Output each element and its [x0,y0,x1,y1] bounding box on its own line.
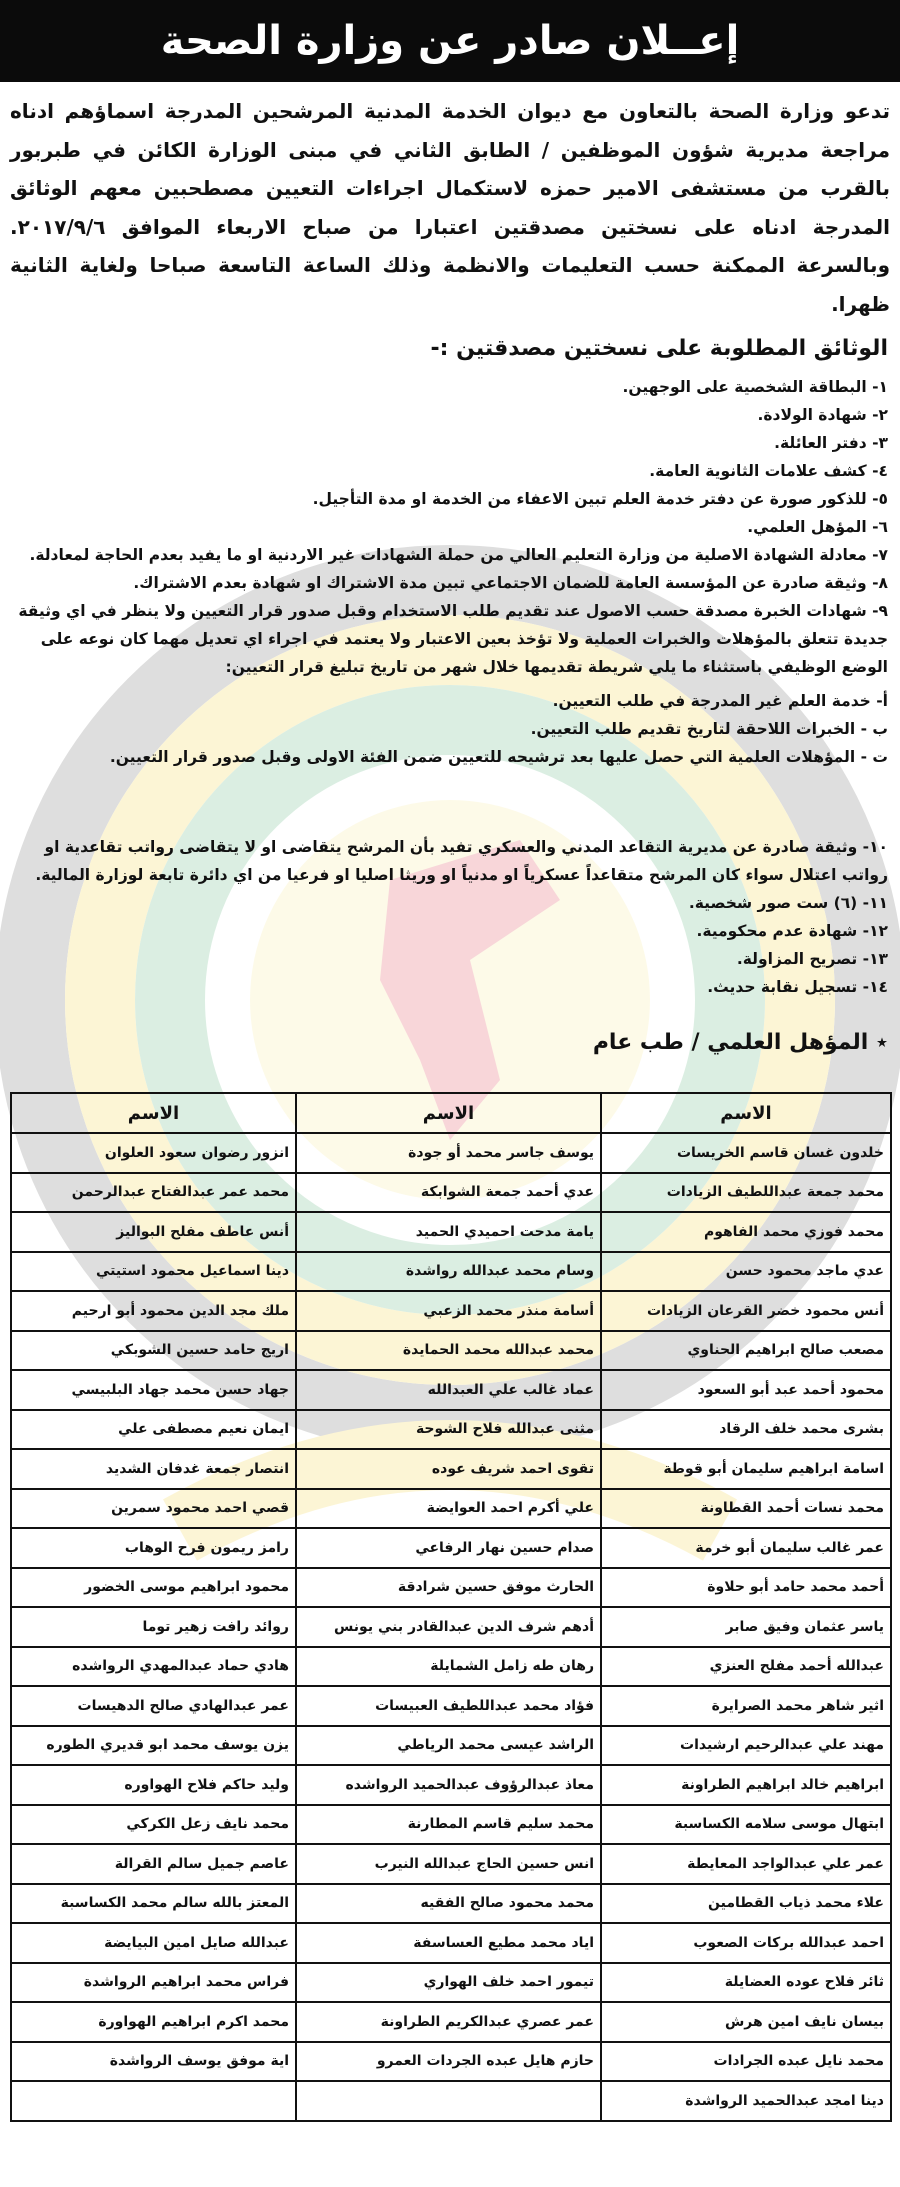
document-item: ١١- (٦) ست صور شخصية. [688,894,888,912]
table-row [11,2002,891,2042]
candidate-name-cell: معاذ عبدالرؤوف عبدالحميد الرواشده [296,1765,601,1805]
candidate-name-cell: عدي ماجد محمود حسن [601,1252,891,1292]
intro-paragraph: تدعو وزارة الصحة بالتعاون مع ديوان الخدمة المدنية المرشحين المدرجة اسماؤهم ادناه مراجعة مديرية شؤون الموظفين / الطابق الثاني في مبنى الوزارة الكائن في طبربور بالقرب من مستشفى الامير حمزه لاستكمال اجراءات التعيين مصطحبين معهم الوثائق المدرجة ادناه على نسختين مصدقتين اعتبارا من صباح الاربعاء الموافق ٢٠١٧/٩/٦. وبالسرعة الممكنة حسب التعليمات والانظمة وذلك الساعة التاسعة صباحا ولغاية الثانية ظهرا. [10,99,890,316]
candidate-name-cell: يامة مدحت احميدي الحميد [296,1212,601,1252]
document-item: ٣- دفتر العائلة. [774,434,888,452]
candidate-name-cell: اية موفق يوسف الرواشدة [11,2042,296,2082]
candidate-name-cell: محمد نايف زعل الكركي [11,1805,296,1845]
document-sub-item: أ- خدمة العلم غير المدرجة في طلب التعيين. [552,692,888,710]
candidate-name-cell: دينا اسماعيل محمود استيتي [11,1252,296,1292]
document-item: ١٠- وثيقة صادرة عن مديرية التقاعد المدني والعسكري تفيد بأن المرشح يتقاضى او لا يتقاضى رواتب تقاعدية او رواتب اعتلال سواء كان المرشح متقاعداً عسكرياً او مدنياً او وريثا اصليا او فرعيا من اي دائرة تابعة لوزارة المالية. [35,838,888,884]
candidate-name-cell: وليد حاكم فلاح الهواوره [11,1765,296,1805]
document-item: ١٣- تصريح المزاولة. [736,950,888,968]
candidate-name-cell: محمد جمعة عبداللطيف الزيادات [601,1173,891,1213]
table-row [11,2081,891,2121]
document-item: ١- البطاقة الشخصية على الوجهين. [622,378,888,396]
candidate-name-cell: محمد نايل عبده الجرادات [601,2042,891,2082]
candidate-name-cell: فؤاد محمد عبداللطيف العبيسات [296,1686,601,1726]
table-row [11,1844,891,1884]
candidate-name-cell: ثائر فلاح عوده العضايلة [601,1963,891,2003]
candidate-name-cell: علاء محمد ذياب القطامين [601,1884,891,1924]
candidate-name-cell: عدي أحمد جمعة الشوابكة [296,1173,601,1213]
candidate-name-cell: محمد عبدالله محمد الحمايدة [296,1331,601,1371]
table-row [11,1884,891,1924]
table-row [11,1489,891,1529]
document-sub-item: ت - المؤهلات العلمية التي حصل عليها بعد ترشيحه للتعيين ضمن الفئة الاولى وقبل صدور قرار التعيين. [109,748,888,766]
qualification-heading: ٭ المؤهل العلمي / طب عام [592,1030,888,1055]
table-row [11,1726,891,1766]
candidate-name-cell: بيسان نايف امين هرش [601,2002,891,2042]
candidate-name-cell: أدهم شرف الدين عبدالقادر بني يونس [296,1607,601,1647]
candidate-name-cell: اسامة ابراهيم سليمان أبو قوطة [601,1449,891,1489]
candidate-name-cell: مصعب صالح ابراهيم الحناوي [601,1331,891,1371]
table-row [11,2042,891,2082]
table-row [11,1923,891,1963]
candidate-name-cell: عمر عبدالهادي صالح الدهيسات [11,1686,296,1726]
table-row [11,1686,891,1726]
candidate-name-cell: عمر عصري عبدالكريم الطراونة [296,2002,601,2042]
candidate-name-cell: قصي احمد محمود سمرين [11,1489,296,1529]
document-item: ٨- وثيقة صادرة عن المؤسسة العامة للضمان الاجتماعي تبين مدة الاشتراك او شهادة بعدم الاشتراك. [133,574,888,592]
document-item: ٧- معادلة الشهادة الاصلية من وزارة التعليم العالي من حملة الشهادات غير الاردنية او ما يفيد بعدم الحاجة لمعادلة. [29,546,888,564]
candidate-name-cell: محمد سليم قاسم المطارنة [296,1805,601,1845]
candidate-name-cell: روائد رافت زهير توما [11,1607,296,1647]
candidate-name-cell: انس حسين الحاج عبدالله النيرب [296,1844,601,1884]
candidate-name-cell: اثير شاهر محمد الصرايرة [601,1686,891,1726]
candidate-name-cell: عماد غالب علي العبدالله [296,1370,601,1410]
candidate-name-cell: اريج حامد حسين الشوبكي [11,1331,296,1371]
candidate-name-cell: انزور رضوان سعود العلوان [11,1133,296,1173]
candidate-name-cell: عمر علي عبدالواجد المعايطة [601,1844,891,1884]
candidate-name-cell: جهاد حسن محمد جهاد البلبيسي [11,1370,296,1410]
candidate-name-cell: محمد محمود صالح الفقيه [296,1884,601,1924]
document-item: ٩- شهادات الخبرة مصدقة حسب الاصول عند تقديم طلب الاستخدام وقبل صدور قرار التعيين ولا ينظر في اي وثيقة جديدة تتعلق بالمؤهلات والخبرات العملية ولا تؤخذ بعين الاعتبار ولا يعتمد في اجراء اي تعديل مهما كان نوعه على الوضع الوظيفي باستثناء ما يلي شريطة تقديمها خلال شهر من تاريخ تبليغ قرار التعيين: [18,602,888,676]
candidate-name-cell: محمود أحمد عبد أبو السعود [601,1370,891,1410]
candidate-name-cell: رهان طه زامل الشمايلة [296,1647,601,1687]
candidate-name-cell: صدام حسين نهار الرفاعي [296,1528,601,1568]
table-row [11,1963,891,2003]
document-item: ٥- للذكور صورة عن دفتر خدمة العلم تبين الاعفاء من الخدمة او مدة التأجيل. [312,490,888,508]
candidate-name-cell: الحارث موفق حسين شرادقة [296,1568,601,1608]
candidate-name-cell: وسام محمد عبدالله رواشدة [296,1252,601,1292]
candidate-name-cell: مهند علي عبدالرحيم ارشيدات [601,1726,891,1766]
column-header-name: الاسم [11,1093,296,1133]
candidate-name-cell: تيمور احمد خلف الهواري [296,1963,601,2003]
candidate-name-cell: فراس محمد ابراهيم الرواشدة [11,1963,296,2003]
table-row [11,1173,891,1213]
candidate-name-cell: محمود ابراهيم موسى الخضور [11,1568,296,1608]
candidate-name-cell: علي أكرم احمد العوايضة [296,1489,601,1529]
table-header-row [11,1093,891,1133]
candidate-name-cell: احمد عبدالله بركات الصعوب [601,1923,891,1963]
candidate-name-cell: تقوى احمد شريف عوده [296,1449,601,1489]
table-row [11,1133,891,1173]
candidates-table-body [11,1133,891,2121]
candidate-name-cell: أحمد محمد حامد أبو حلاوة [601,1568,891,1608]
candidate-name-cell: أنس محمود خضر القرعان الزيادات [601,1291,891,1331]
table-row [11,1212,891,1252]
table-row [11,1607,891,1647]
candidate-name-cell: مثنى عبدالله فلاح الشوحة [296,1410,601,1450]
column-header-name: الاسم [601,1093,891,1133]
table-row [11,1647,891,1687]
table-row [11,1528,891,1568]
table-row [11,1765,891,1805]
table-row [11,1252,891,1292]
candidate-name-cell: حازم هايل عبده الجردات العمرو [296,2042,601,2082]
candidate-name-cell: المعتز بالله سالم محمد الكساسبة [11,1884,296,1924]
candidate-name-cell: دينا امجد عبدالحميد الرواشدة [601,2081,891,2121]
table-row [11,1805,891,1845]
announcement-banner [0,0,900,82]
table-row [11,1291,891,1331]
document-item: ١٤- تسجيل نقابة حديث. [707,978,888,996]
candidate-name-cell: خلدون غسان قاسم الخريسات [601,1133,891,1173]
candidate-name-cell: انتصار جمعة غدفان الشديد [11,1449,296,1489]
candidate-name-cell: عبدالله أحمد مفلح العنزي [601,1647,891,1687]
candidate-name-cell: ابتهال موسى سلامه الكساسبة [601,1805,891,1845]
required-documents-list [10,373,888,1001]
candidate-name-cell: يزن يوسف محمد ابو قديري الطوره [11,1726,296,1766]
document-item: ٤- كشف علامات الثانوية العامة. [649,462,888,480]
candidate-name-cell: عاصم جميل سالم القرالة [11,1844,296,1884]
column-header-name: الاسم [296,1093,601,1133]
candidate-name-cell: رامز ريمون فرح الوهاب [11,1528,296,1568]
candidate-name-cell: الراشد عيسى محمد الرياطي [296,1726,601,1766]
candidate-name-cell: محمد نسات أحمد القطاونة [601,1489,891,1529]
required-documents-heading: الوثائق المطلوبة على نسختين مصدقتين :- [430,336,888,361]
table-row [11,1331,891,1371]
candidate-name-cell: يوسف جاسر محمد أو جودة [296,1133,601,1173]
announcement-title: إعــلان صادر عن وزارة الصحة [160,18,740,64]
table-row [11,1370,891,1410]
candidate-name-cell: أسامة منذر محمد الزعبي [296,1291,601,1331]
candidate-name-cell: اياد محمد مطيع العساسفة [296,1923,601,1963]
document-item: ١٢- شهادة عدم محكومية. [696,922,888,940]
candidate-name-cell: محمد عمر عبدالفتاح عبدالرحمن [11,1173,296,1213]
candidate-name-cell [296,2081,601,2121]
candidate-name-cell: ملك مجد الدين محمود أبو ارحيم [11,1291,296,1331]
document-item: ٢- شهادة الولادة. [757,406,888,424]
candidate-name-cell: ياسر عثمان وفيق صابر [601,1607,891,1647]
document-sub-item: ب - الخبرات اللاحقة لتاريخ تقديم طلب التعيين. [530,720,888,738]
candidate-name-cell [11,2081,296,2121]
document-item: ٦- المؤهل العلمي. [747,518,888,536]
table-row [11,1410,891,1450]
table-row [11,1449,891,1489]
candidates-table [10,1092,892,2122]
candidate-name-cell: عمر غالب سليمان أبو خرمة [601,1528,891,1568]
candidate-name-cell: أنس عاطف مفلح البواليز [11,1212,296,1252]
candidate-name-cell: محمد فوزي محمد الفاهوم [601,1212,891,1252]
table-row [11,1568,891,1608]
candidate-name-cell: ايمان نعيم مصطفى علي [11,1410,296,1450]
candidate-name-cell: محمد اكرم ابراهيم الهواورة [11,2002,296,2042]
candidate-name-cell: ابراهيم خالد ابراهيم الطراونة [601,1765,891,1805]
candidate-name-cell: هادي حماد عبدالمهدي الرواشده [11,1647,296,1687]
candidate-name-cell: عبدالله صايل امين البيايضة [11,1923,296,1963]
candidate-name-cell: بشرى محمد خلف الرقاد [601,1410,891,1450]
